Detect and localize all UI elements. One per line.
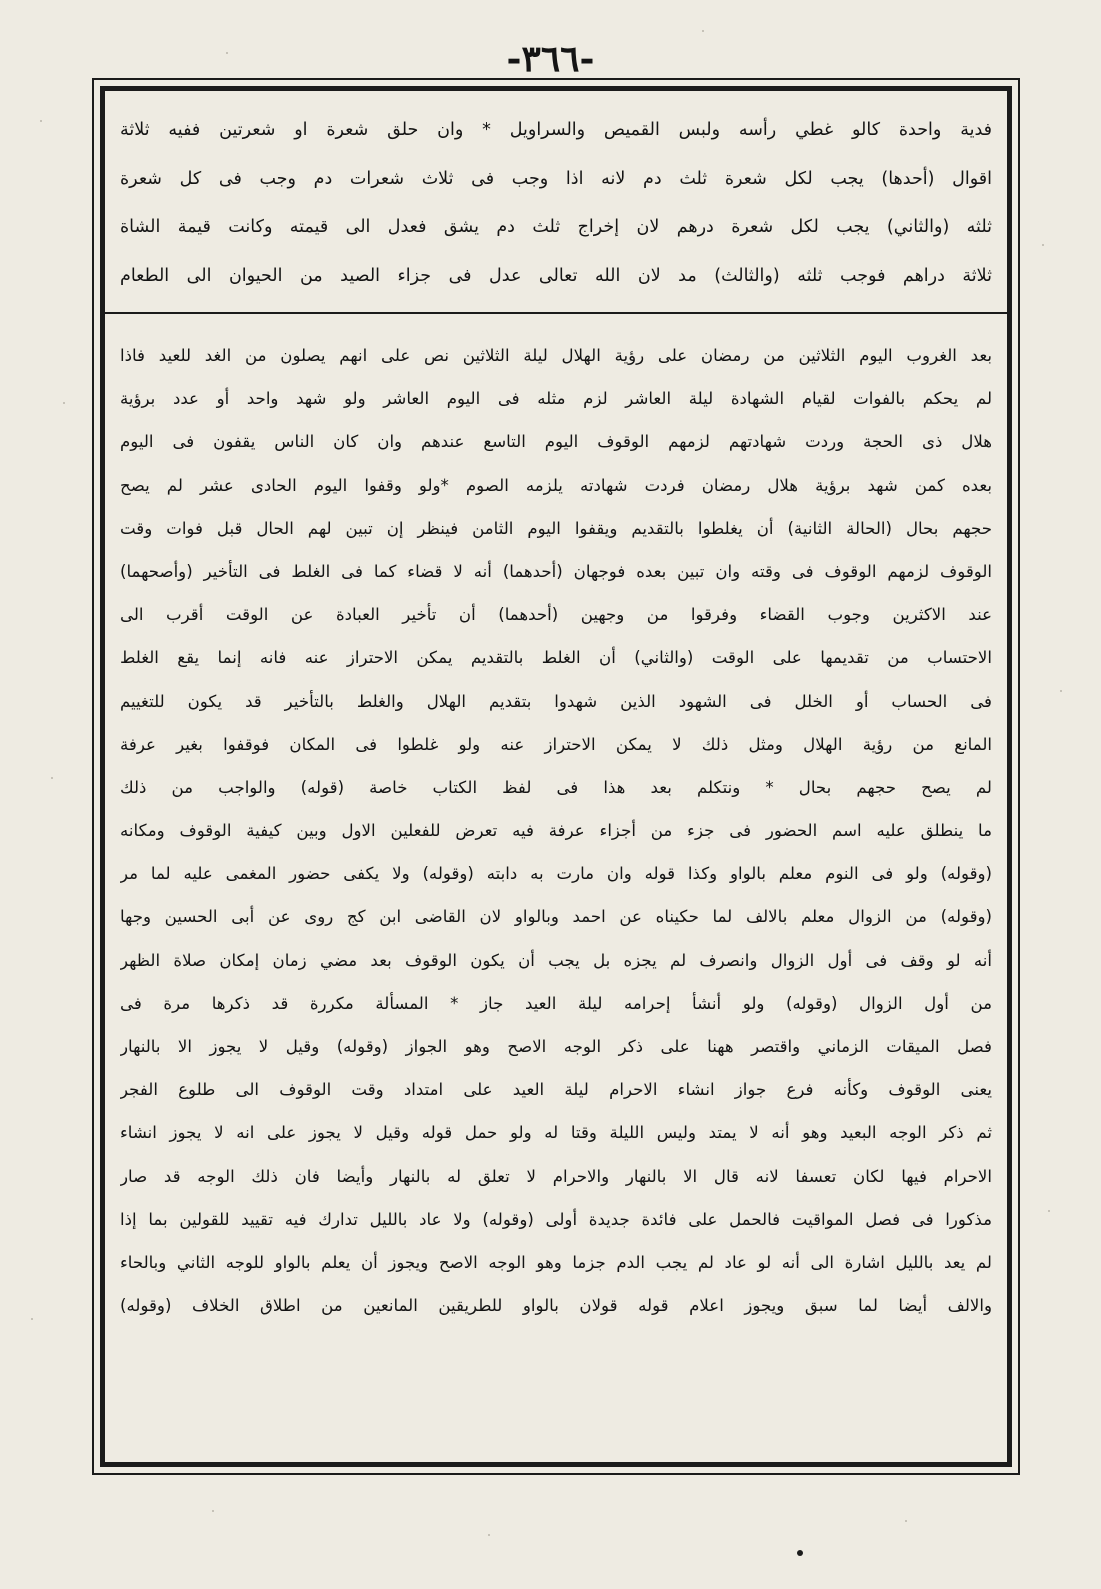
footnote-line: اقوال (أحدها) يجب لكل شعرة ثلث دم لانه اذا وجب فى ثلاث شعرات دم وجب فى كل شعرة	[120, 168, 992, 189]
footnote-line: ثلاثة دراهم فوجب ثلثه (والثالث) مد لان الله تعالى عدل فى جزاء الصيد من الحيوان الى الطعام	[120, 265, 992, 286]
commentary-text-block	[120, 334, 992, 1327]
commentary-line: المانع من رؤية الهلال ومثل ذلك لا يمكن الاحتراز عنه ولو غلطوا فى المكان فوقفوا بغير عرفة	[120, 734, 992, 754]
ink-dot	[797, 1550, 803, 1556]
commentary-line: بعد الغروب اليوم الثلاثين من رمضان على رؤية الهلال ليلة الثلاثين نص على انهم يصلون من الغد للعيد فاذا	[120, 346, 992, 365]
commentary-line: فصل الميقات الزماني واقتصر ههنا على ذكر الوجه الاصح وهو الجواز (وقوله) وقيل لا يجوز الا بالنهار	[120, 1037, 992, 1056]
section-divider	[104, 312, 1008, 314]
commentary-line: (وقوله) من الزوال معلم بالالف لما حكيناه عن احمد وبالواو لان القاضى ابن كج روى عن أبى الحسين وجها	[120, 907, 992, 927]
commentary-line: ثم ذكر الوجه البعيد وهو أنه لا يمتد وليس الليلة وقتا له ولو حمل قوله وقيل لا يجوز على انه لا يجوز انشاء	[120, 1123, 992, 1143]
footnote-line: ثلثه (والثاني) يجب لكل شعرة درهم لان إخراج ثلث دم يشق فعدل الى قيمته وكانت قيمة الشاة	[120, 217, 992, 237]
page-number: -٣٦٦-	[506, 38, 595, 80]
commentary-line: مذكورا فى فصل المواقيت فالحمل على فائدة جديدة أولى (وقوله) ولا عاد بالليل تدارك فيه تقييد للقولين بما إذا	[120, 1209, 992, 1229]
commentary-line: الوقوف لزمهم الوقوف فى وقته وان تبين بعده فوجهان (أحدهما) أنه لا قضاء كما فى الغلط فى التأخير (وأصحهما)	[120, 561, 992, 581]
commentary-line: ما ينطلق عليه اسم الحضور فى جزء من أجزاء عرفة فيه تعرض للفعلين الاول وبين كيفية الوقوف ومكانه	[120, 821, 992, 841]
commentary-line: الاحرام فيها لكان تعسفا لانه قال الا بالنهار والاحرام لا تعلق له بالنهار وأيضا فان ذلك الوجه قد صار	[120, 1166, 992, 1186]
commentary-line: والالف أيضا لما سبق ويجوز اعلام قوله قولان بالواو للطريقين المانعين من اطلاق الخلاف (وقوله)	[120, 1296, 992, 1316]
commentary-line: لم يعد بالليل اشارة الى أنه لو عاد لم يجب الدم جزما وهو الوجه الاصح ويجوز أن يعلم بالواو للوجه الثاني وبالحاء	[120, 1252, 992, 1272]
footnote-line: فدية واحدة كالو غطي رأسه ولبس القميص والسراويل * وان حلق شعرة او شعرتين ففيه ثلاثة	[120, 120, 992, 140]
commentary-line: (وقوله) ولو فى النوم معلم بالواو وكذا قوله وان مارت به دابته (وقوله) ولا يكفى حضور المغمى عليه لما مر	[120, 864, 992, 884]
commentary-line: بعده كمن شهد برؤية هلال رمضان فردت شهادته يلزمه الصوم *ولو وقفوا اليوم الحادى عشر لم يصح	[120, 475, 992, 495]
commentary-line: لم يصح حجهم بحال * ونتكلم بعد هذا فى لفظ الكتاب خاصة (قوله) والواجب من ذلك	[120, 777, 992, 797]
commentary-line: هلال ذى الحجة وردت شهادتهم لزمهم الوقوف اليوم التاسع عندهم وان كان الناس يقفون فى اليوم	[120, 432, 992, 452]
commentary-line: عند الاكثرين وجوب القضاء وفرقوا من وجهين (أحدهما) أن تأخير العبادة عن الوقت أقرب الى	[120, 605, 992, 625]
commentary-line: أنه لو وقف فى أول الزوال وانصرف لم يجزه بل يجب أن يكون الوقوف بعد مضي زمان إمكان صلاة الظهر	[120, 950, 992, 970]
commentary-line: يعنى الوقوف وكأنه فرع جواز انشاء الاحرام ليلة العيد على امتداد وقت الوقوف الى طلوع الفجر	[120, 1080, 992, 1100]
commentary-line: فى الحساب أو الخلل فى الشهود الذين شهدوا بتقديم الهلال والغلط بالتأخير قد يكون للتغييم	[120, 691, 992, 711]
footnote-text-block	[120, 106, 992, 300]
commentary-line: حجهم بحال (الحالة الثانية) أن يغلطوا بالتقديم ويقفوا اليوم الثامن فينظر إن تبين لهم الحال قبل فوات وقت	[120, 518, 992, 538]
commentary-line: الاحتساب من تقديمها على الوقت (والثاني) أن الغلط بالتقديم يمكن الاحتراز عنه فانه إنما يقع الغلط	[120, 648, 992, 668]
commentary-line: لم يحكم بالفوات لقيام الشهادة ليلة العاشر لزم مثله فى اليوم العاشر ولو شهد واحد أو عدد برؤية	[120, 389, 992, 409]
commentary-line: من أول الزوال (وقوله) ولو أنشأ إحرامه ليلة العيد جاز * المسألة مكررة قد ذكرها مرة فى	[120, 993, 992, 1013]
